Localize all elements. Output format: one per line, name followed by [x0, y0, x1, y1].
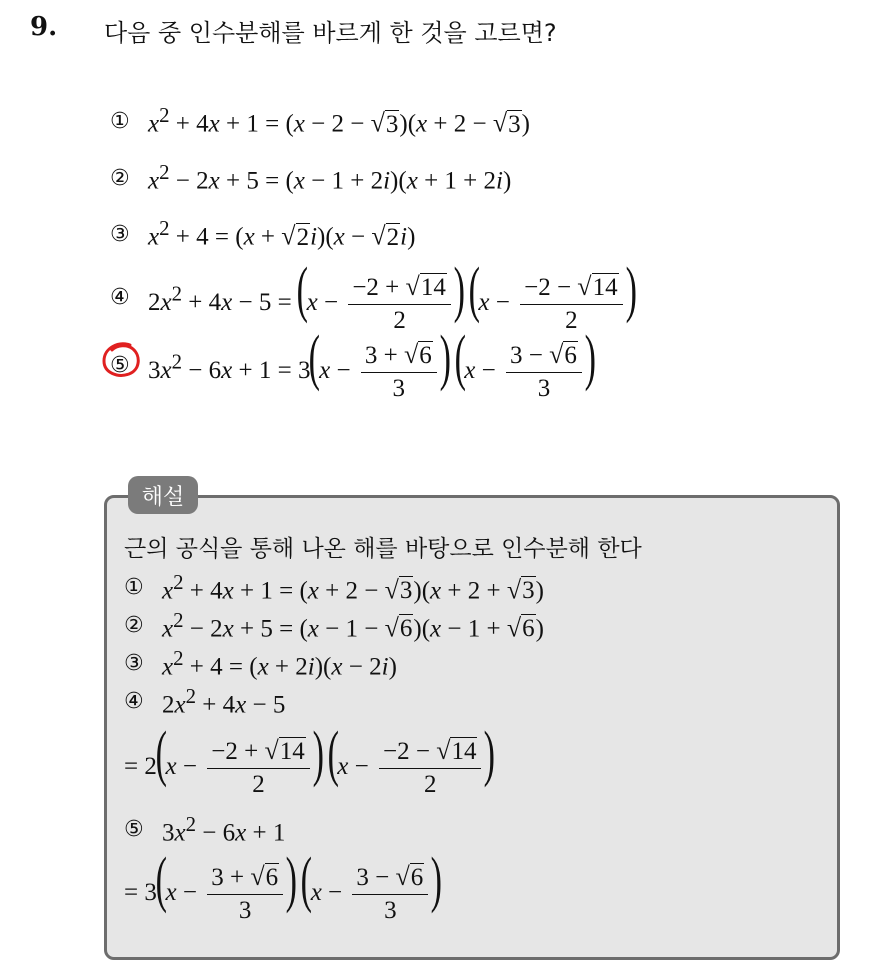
solution-intro: 근의 공식을 통해 나온 해를 바탕으로 인수분해 한다: [124, 536, 642, 562]
solution-line-3: ③ $x^2 + 4 = (x + 2i)(x - 2i)$: [124, 646, 397, 681]
solution-marker: ③: [124, 651, 144, 677]
solution-line-1: ① $x^2 + 4x + 1 = (x + 2 - √3)(x + 2 + √3)$: [124, 570, 544, 605]
solution-marker: ②: [124, 613, 144, 639]
option-4[interactable]: ④ $2x^2 + 4x - 5 = (x$ − $\frac{-2 + √14}{2}$ ) (x − $\frac{-2 - √14}{2}$ ): [110, 255, 637, 335]
option-marker: ①: [110, 108, 130, 134]
option-3[interactable]: ③ $x^2 + 4 = (x + √2i)(x - √2i)$: [110, 216, 416, 251]
option-5[interactable]: ⑤ $3x^2 - 6x + 1 = 3(x$ − $\frac{3 + √6}{3}$ ) (x − $\frac{3 - √6}{3}$ ): [110, 323, 596, 403]
solution-line-5a: ⑤ $3x^2 - 6x + 1$: [124, 812, 286, 847]
question-prompt: 다음 중 인수분해를 바르게 한 것을 고르면?: [104, 19, 557, 47]
option-marker: ④: [110, 284, 130, 310]
option-marker: ③: [110, 221, 130, 247]
solution-line-4a: ④ $2x^2 + 4x - 5$: [124, 684, 286, 719]
solution-marker: ⑤: [124, 817, 144, 843]
solution-marker: ④: [124, 689, 144, 715]
option-2[interactable]: ② $x^2 - 2x + 5 = (x - 1 + 2i)(x + 1 + 2i)$: [110, 160, 512, 195]
option-1[interactable]: ① $x^2 + 4x + 1 = (x - 2 - √3)(x + 2 - √3)$: [110, 103, 530, 138]
solution-line-2: ② $x^2 - 2x + 5 = (x - 1 - √6)(x - 1 + √6)$: [124, 608, 544, 643]
solution-tag: 해설: [128, 476, 198, 514]
question-number: 9.: [30, 12, 58, 42]
solution-marker: ①: [124, 575, 144, 601]
answer-circle-mark: [100, 340, 144, 380]
solution-line-5b: = 3(x − $\frac{3 + √6}{3}$ ) (x − $\frac{3 - √6}{3}$ ): [124, 845, 443, 925]
option-marker: ⑤: [110, 352, 130, 378]
solution-line-4b: = 2(x − $\frac{-2 + √14}{2}$ ) (x − $\frac{-2 - √14}{2}$ ): [124, 719, 496, 799]
option-marker: ②: [110, 165, 130, 191]
